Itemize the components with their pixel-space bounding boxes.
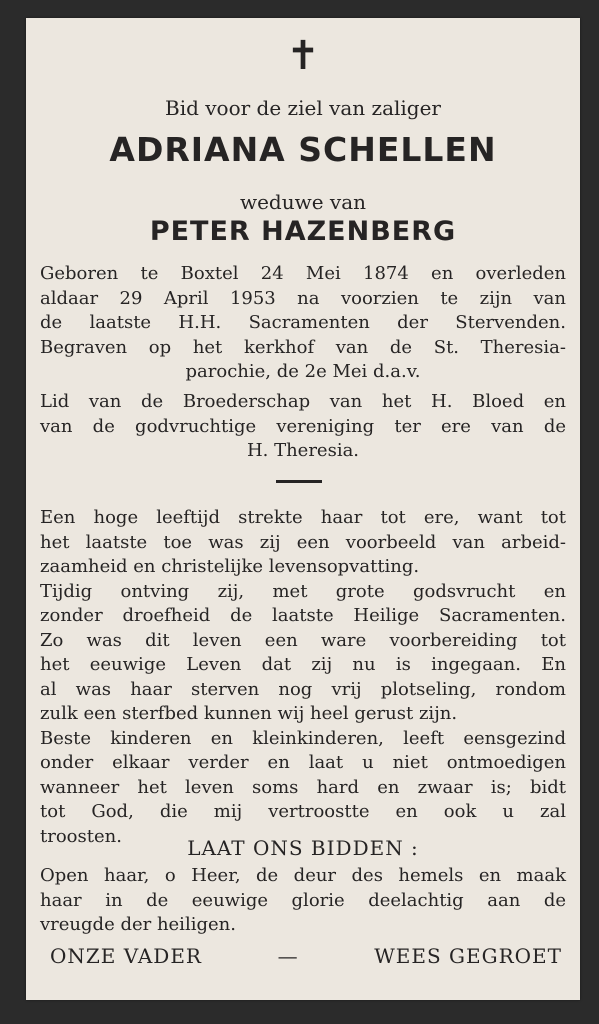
membership-line: van de godvruchtige vereniging ter ere van de [40, 415, 566, 437]
footer-dash: — [277, 944, 299, 968]
membership-line: H. Theresia. [246, 440, 360, 461]
tribute-line: al was haar sterven nog vrij plotseling, rondom [40, 678, 566, 700]
tribute-line: zaamheid en christelijke levensopvatting. [40, 556, 420, 577]
tribute-line: zonder droefheid de laatste Heilige Sacramenten. [40, 605, 566, 626]
tribute-line: het laatste toe was zij een voorbeeld van arbeid- [40, 531, 566, 553]
tribute-line: wanneer het leven soms hard en zwaar is; bidt [40, 776, 566, 798]
tribute-line: Tijdig ontving zij, met grote godsvrucht en [40, 580, 566, 602]
prayer-line: haar in de eeuwige glorie deelachtig aan de [40, 889, 566, 911]
prayer-intro: Bid voor de ziel van zaliger [165, 96, 441, 120]
biography-line: aldaar 29 April 1953 na voorzien te zijn van [40, 287, 566, 309]
tribute-line: het eeuwige Leven dat zij nu is ingegaan. En [40, 654, 566, 675]
tribute-paragraph [40, 506, 566, 849]
prayer-line: vreugde der heiligen. [40, 914, 236, 935]
tribute-line: onder elkaar verder en laat u niet ontmoedigen [40, 752, 566, 773]
tribute-line: zulk een sterfbed kunnen wij heel gerust zijn. [40, 703, 458, 724]
tribute-line: tot God, die mij vertroostte en ook u zal [40, 801, 566, 822]
tribute-line: Zo was dit leven een ware voorbereiding tot [40, 629, 566, 651]
membership-line: Lid van de Broederschap van het H. Bloed en [40, 391, 566, 412]
biography-line: de laatste H.H. Sacramenten der Stervenden. [40, 312, 566, 333]
prayer-heading: LAAT ONS BIDDEN : [187, 836, 419, 860]
tribute-line: Een hoge leeftijd strekte haar tot ere, want tot [40, 507, 566, 528]
our-father-label: ONZE VADER [50, 944, 202, 968]
deceased-name: ADRIANA SCHELLEN [109, 130, 497, 169]
biography-line: parochie, de 2e Mei d.a.v. [185, 361, 421, 382]
biography-line: Begraven op het kerkhof van de St. Theresia- [40, 336, 566, 358]
prayer-line: Open haar, o Heer, de deur des hemels en maak [40, 865, 566, 886]
biography-paragraph [40, 262, 566, 385]
husband-name: PETER HAZENBERG [149, 216, 457, 247]
tribute-line: troosten. [40, 825, 122, 847]
hail-mary-label: WEES GEGROET [374, 944, 562, 968]
membership-paragraph [40, 390, 566, 464]
divider-line [276, 480, 322, 483]
tribute-line: Beste kinderen en kleinkinderen, leeft eensgezind [40, 727, 566, 749]
cross-icon: ✝ [286, 33, 320, 79]
biography-line: Geboren te Boxtel 24 Mei 1874 en overleden [40, 263, 566, 284]
widow-of-label: weduwe van [239, 190, 367, 214]
prayer-paragraph [40, 864, 566, 938]
memorial-card [26, 18, 580, 1000]
closing-prayers [50, 944, 562, 968]
